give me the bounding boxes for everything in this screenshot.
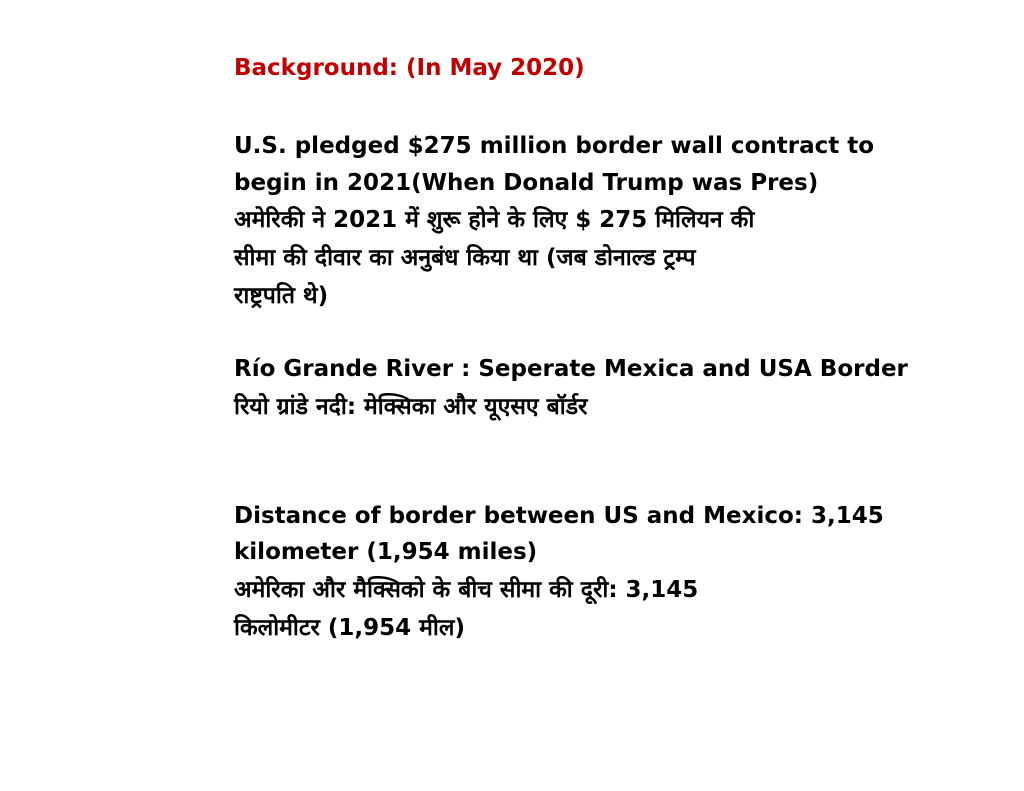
background-heading: Background: (In May 2020) <box>234 55 585 81</box>
border-wall-text-en-line-2: begin in 2021(When Donald Trump was Pres) <box>234 169 819 196</box>
border-distance-section <box>234 498 934 647</box>
rio-grande-text-en: Río Grande River : Seperate Mexica and USA Border <box>234 356 908 382</box>
border-wall-text-hi-line-1: अमेरिकी ने 2021 में शुरू होने के लिए $ 275 मिलियन की <box>234 207 755 233</box>
border-wall-section <box>234 128 934 315</box>
border-wall-text-en-line-1: U.S. pledged $275 million border wall contract to <box>234 133 875 159</box>
rio-grande-section <box>234 351 934 426</box>
border-distance-text-hi-line-1: अमेरिका और मैक्सिको के बीच सीमा की दूरी: 3,145 <box>234 576 699 603</box>
rio-grande-text-hi: रियो ग्रांडे नदी: मेक्सिका और यूएसए बॉर्डर <box>234 393 588 420</box>
slide-content <box>234 50 934 647</box>
border-distance-text-hi-line-2: किलोमीटर (1,954 मील) <box>234 614 465 641</box>
border-wall-text-hi-line-3: राष्ट्रपति थे) <box>234 283 329 309</box>
border-distance-text-en-line-1: Distance of border between US and Mexico: 3,145 <box>234 502 884 529</box>
border-wall-text-hi-line-2: सीमा की दीवार का अनुबंध किया था (जब डोनाल्ड ट्रम्प <box>234 245 696 271</box>
border-distance-text-en-line-2: kilometer (1,954 miles) <box>234 539 538 565</box>
